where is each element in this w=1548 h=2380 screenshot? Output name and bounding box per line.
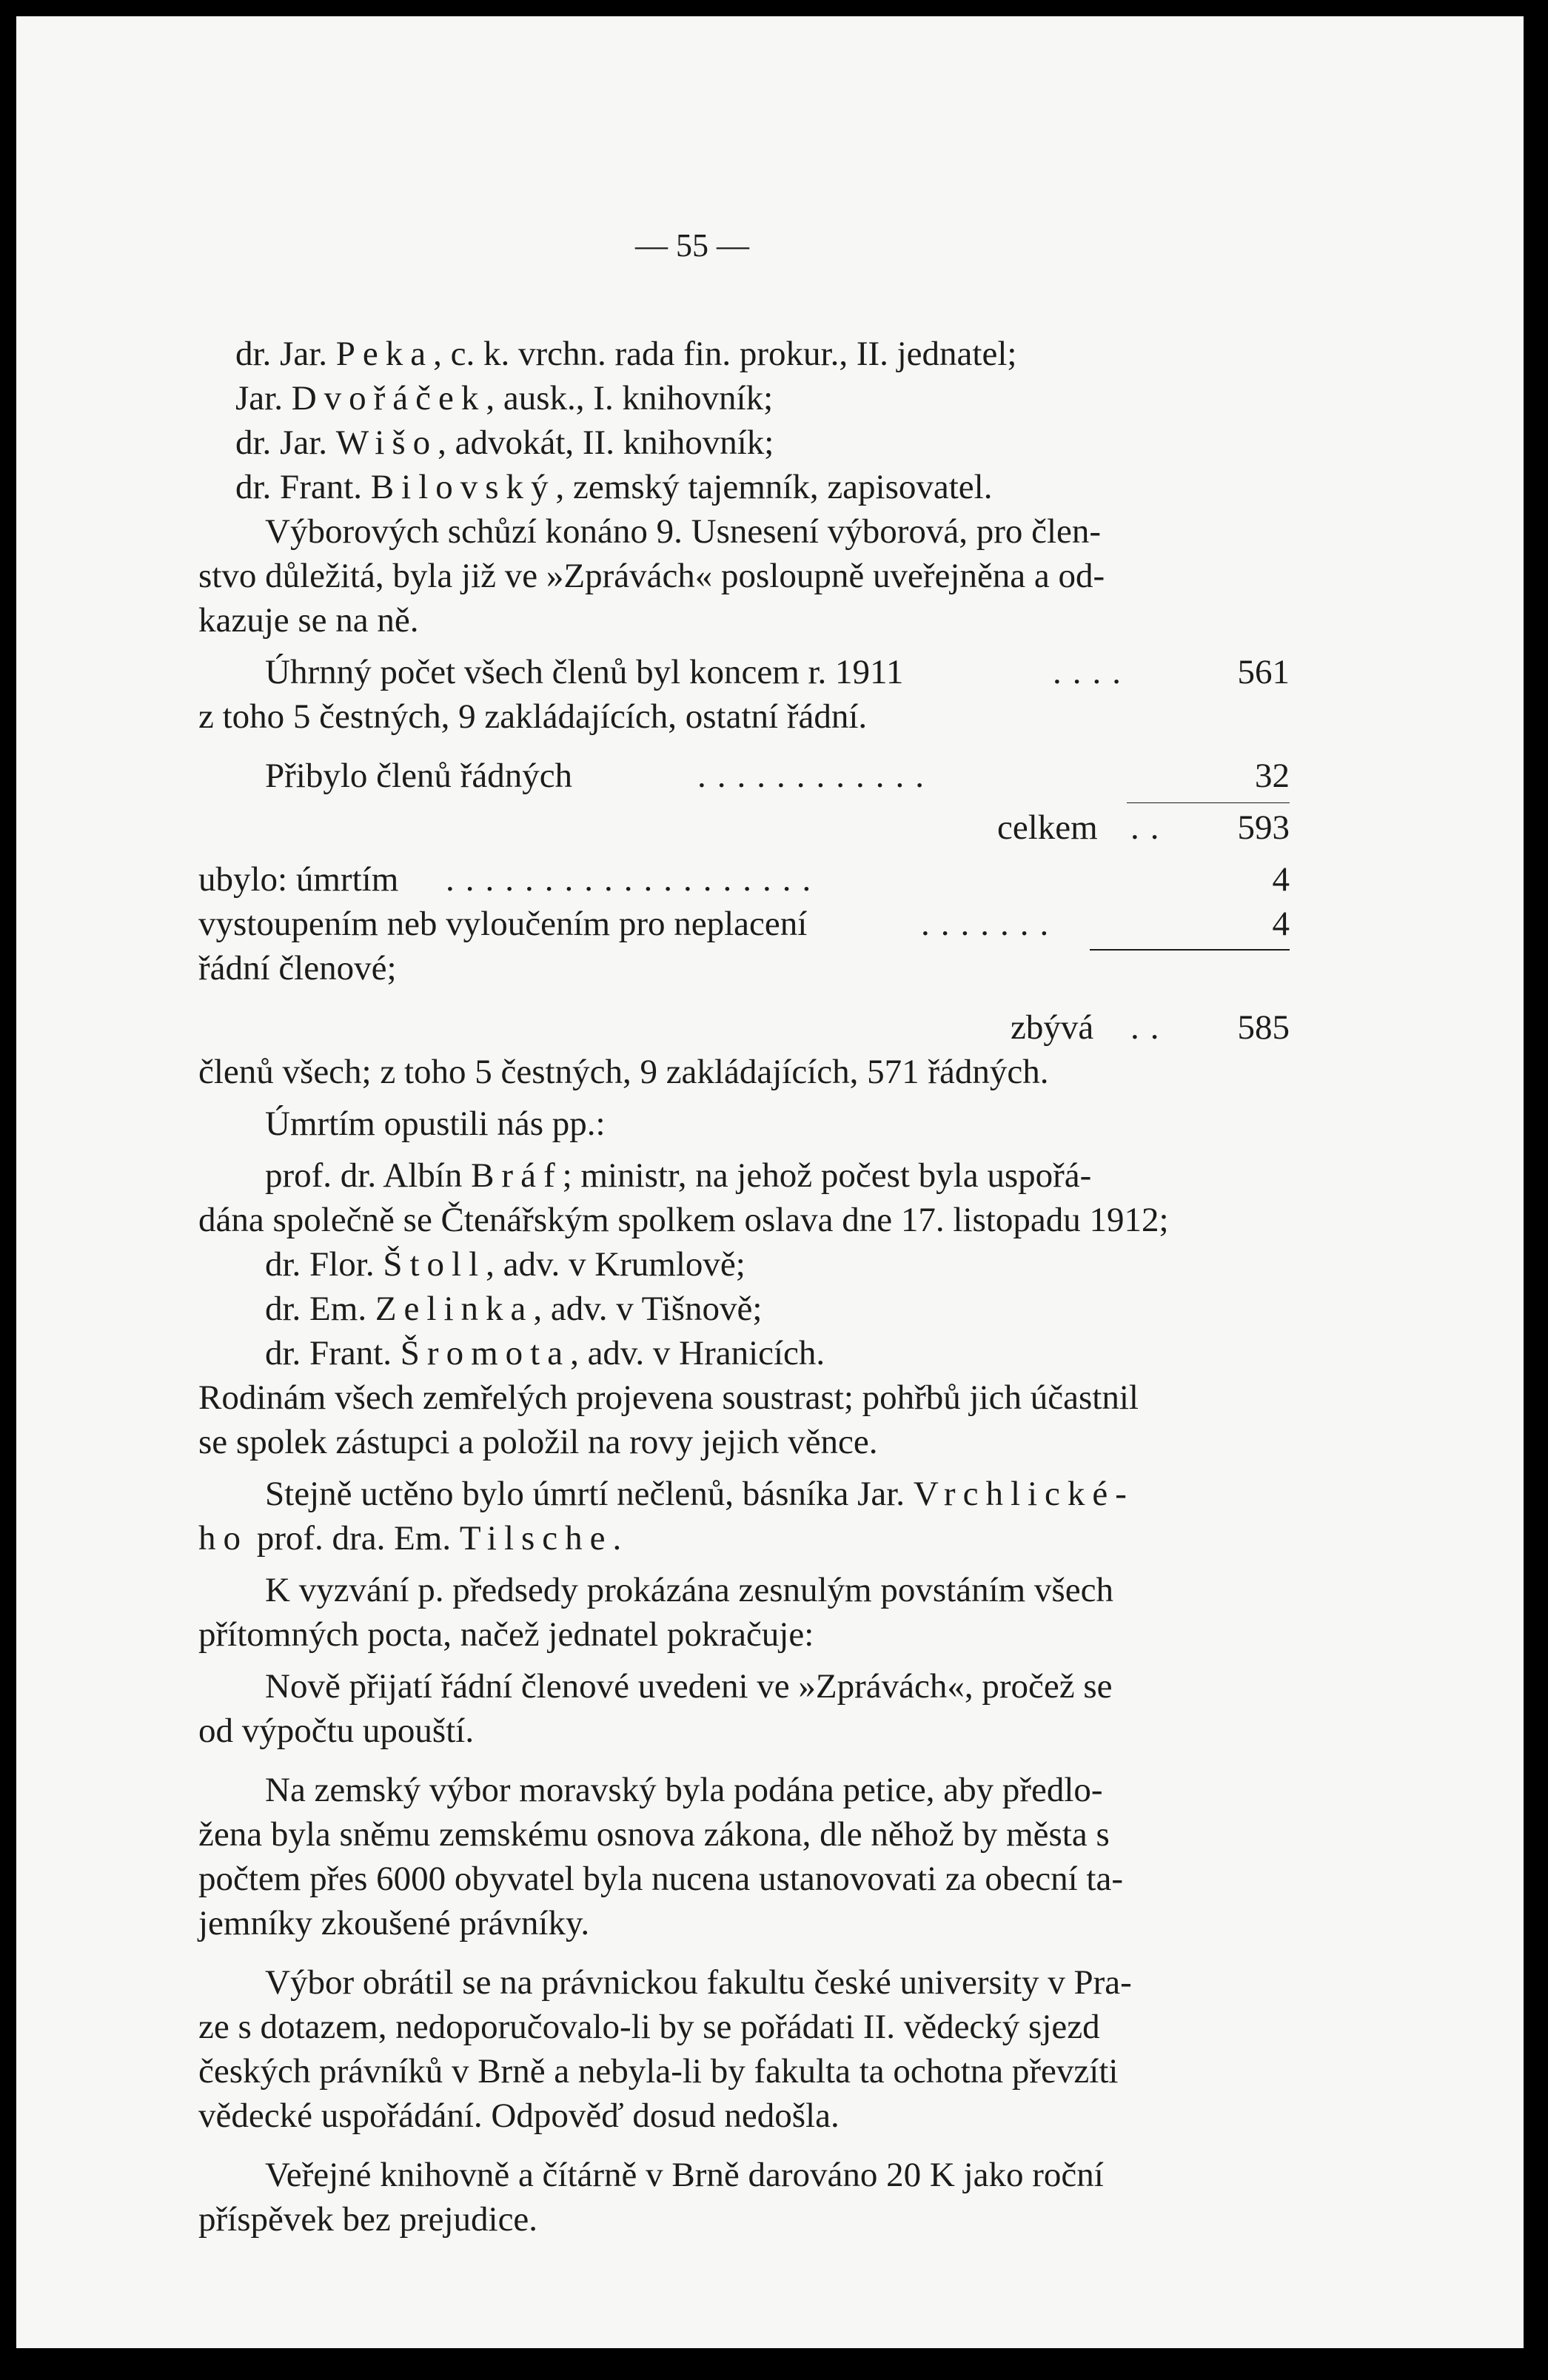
text-line: Rodinám všech zemřelých projevena soustrast; pohřbů jich účastnil bbox=[198, 1378, 1139, 1417]
text-line: dr. Jar. Wišo, advokát, II. knihovník; bbox=[235, 423, 774, 462]
text-line: dr. Em. Zelinka, adv. v Tišnově; bbox=[265, 1290, 763, 1328]
count-value: 593 bbox=[1237, 808, 1290, 847]
leader-dots: ....... bbox=[921, 905, 1060, 943]
leader-dots: .... bbox=[1053, 653, 1132, 691]
text-line: jemníky zkoušené právníky. bbox=[198, 1904, 590, 1942]
paper-sheet bbox=[16, 16, 1524, 2348]
text-line: se spolek zástupci a položil na rovy jejich věnce. bbox=[198, 1423, 878, 1461]
text-line: z toho 5 čestných, 9 zakládajících, ostatní řádní. bbox=[198, 697, 868, 736]
count-value: 32 bbox=[1255, 757, 1290, 795]
leader-dots: ............ bbox=[697, 757, 935, 795]
count-value: 561 bbox=[1237, 653, 1290, 691]
text-line: prof. dr. Albín Bráf; ministr, na jehož počest byla uspořá- bbox=[265, 1156, 1092, 1195]
page-number: — 55 — bbox=[635, 227, 749, 264]
text-line: zbývá bbox=[1011, 1008, 1094, 1047]
text-line: žena byla sněmu zemskému osnova zákona, dle něhož by města s bbox=[198, 1815, 1110, 1854]
count-value: 4 bbox=[1272, 905, 1290, 943]
count-value: 4 bbox=[1272, 860, 1290, 899]
text-line: Výbor obrátil se na právnickou fakultu české university v Pra- bbox=[265, 1963, 1132, 2002]
leader-dots: ................... bbox=[446, 860, 822, 899]
text-line: řádní členové; bbox=[198, 949, 397, 988]
text-line: dr. Frant. Šromota, adv. v Hranicích. bbox=[265, 1334, 825, 1372]
leader-dots: .. bbox=[1130, 1008, 1170, 1047]
text-line: dána společně se Čtenářským spolkem oslava dne 17. listopadu 1912; bbox=[198, 1201, 1169, 1239]
text-line: Veřejné knihovně a čítárně v Brně darováno 20 K jako roční bbox=[265, 2156, 1104, 2194]
text-line: vystoupením neb vyloučením pro neplacení bbox=[198, 905, 808, 943]
text-line: celkem bbox=[997, 808, 1098, 847]
text-line: dr. Jar. Peka, c. k. vrchn. rada fin. prokur., II. jednatel; bbox=[235, 335, 1017, 373]
sum-rule bbox=[1090, 949, 1290, 951]
count-value: 585 bbox=[1237, 1008, 1290, 1047]
text-line: Přibylo členů řádných bbox=[265, 757, 573, 795]
text-line: ho prof. dra. Em. Tilsche. bbox=[198, 1519, 622, 1558]
text-line: českých právníků v Brně a nebyla-li by fakulta ta ochotna převzíti bbox=[198, 2052, 1119, 2091]
text-line: Úhrnný počet všech členů byl koncem r. 1911 bbox=[265, 653, 904, 691]
leader-dots: .. bbox=[1130, 808, 1170, 847]
text-line: Úmrtím opustili nás pp.: bbox=[265, 1104, 606, 1143]
text-line: vědecké uspořádání. Odpověď dosud nedošla. bbox=[198, 2096, 840, 2135]
text-line: Výborových schůzí konáno 9. Usnesení výborová, pro člen- bbox=[265, 512, 1102, 551]
text-line: Nově přijatí řádní členové uvedeni ve »Zprávách«, pročež se bbox=[265, 1667, 1113, 1706]
text-line: ubylo: úmrtím bbox=[198, 860, 399, 899]
sum-rule bbox=[1127, 802, 1290, 803]
text-line: přítomných pocta, načež jednatel pokračuje: bbox=[198, 1615, 814, 1654]
text-line: dr. Flor. Štoll, adv. v Krumlově; bbox=[265, 1245, 745, 1284]
text-line: ze s dotazem, nedoporučovalo-li by se pořádati II. vědecký sjezd bbox=[198, 2008, 1100, 2046]
text-line: členů všech; z toho 5 čestných, 9 zakládajících, 571 řádných. bbox=[198, 1053, 1049, 1091]
text-line: kazuje se na ně. bbox=[198, 601, 419, 640]
text-line: K vyzvání p. předsedy prokázána zesnulým povstáním všech bbox=[265, 1571, 1113, 1609]
text-line: příspěvek bez prejudice. bbox=[198, 2200, 538, 2239]
text-line: Na zemský výbor moravský byla podána petice, aby předlo- bbox=[265, 1771, 1103, 1809]
text-line: Stejně uctěno bylo úmrtí nečlenů, básníka Jar. Vrchlické- bbox=[265, 1475, 1134, 1513]
text-line: stvo důležitá, byla již ve »Zprávách« posloupně uveřejněna a od- bbox=[198, 557, 1105, 595]
text-line: počtem přes 6000 obyvatel byla nucena ustanovovati za obecní ta- bbox=[198, 1860, 1123, 1898]
text-line: Jar. Dvořáček, ausk., I. knihovník; bbox=[235, 379, 774, 418]
text-line: od výpočtu upouští. bbox=[198, 1712, 475, 1750]
text-line: dr. Frant. Bilovský, zemský tajemník, zapisovatel. bbox=[235, 468, 993, 506]
